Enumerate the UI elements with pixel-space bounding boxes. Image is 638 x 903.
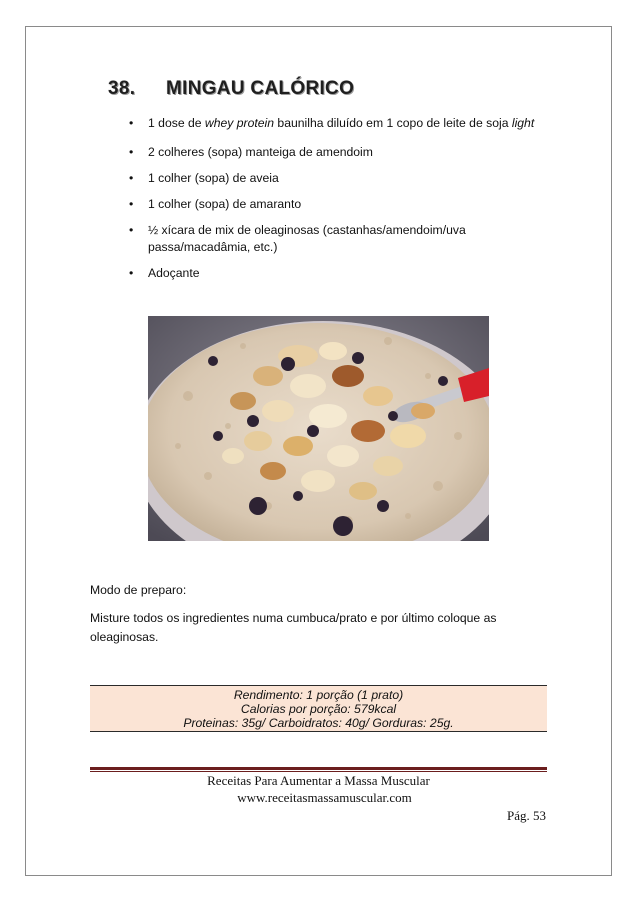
ingredient-text: 1 colher (sopa) de aveia bbox=[148, 171, 279, 185]
ingredient-item bbox=[126, 170, 536, 187]
bullet: • bbox=[129, 223, 134, 237]
recipe-number: 38. bbox=[108, 78, 136, 99]
recipe-photo bbox=[148, 316, 489, 541]
ingredient-text: 1 colher (sopa) de amaranto bbox=[148, 197, 302, 211]
bullet: • bbox=[129, 197, 134, 211]
ingredient-emphasis: light bbox=[511, 116, 535, 130]
ingredient-item bbox=[126, 265, 536, 282]
page-number: Pág. 53 bbox=[507, 808, 546, 823]
footer-title: Receitas Para Aumentar a Massa Muscular bbox=[207, 773, 430, 788]
porridge-bowl-illustration bbox=[148, 316, 489, 541]
bullet: • bbox=[129, 116, 134, 130]
calories-line: Calorias por porção: 579kcal bbox=[240, 702, 397, 716]
yield-box bbox=[90, 685, 547, 732]
ingredient-text: ½ xícara de mix de oleaginosas (castanhas/amendoim/uva passa/macadâmia, etc.) bbox=[148, 223, 466, 254]
ingredient-text-part: 1 dose de bbox=[148, 116, 205, 130]
preparation-text: Misture todos os ingredientes numa cumbuca/prato e por último coloque as oleaginosas. bbox=[90, 611, 497, 644]
ingredient-item bbox=[126, 196, 536, 213]
bullet: • bbox=[129, 266, 134, 280]
preparation-heading: Modo de preparo: bbox=[90, 583, 187, 597]
ingredient-emphasis: whey protein bbox=[204, 116, 275, 130]
ingredient-text: Adoçante bbox=[148, 266, 200, 280]
ingredient-text: 2 colheres (sopa) manteiga de amendoim bbox=[148, 145, 373, 159]
ingredient-item bbox=[126, 115, 536, 132]
macros-line: Proteinas: 35g/ Carboidratos: 40g/ Gorduras: 25g. bbox=[183, 716, 454, 730]
recipe-title bbox=[108, 78, 354, 100]
bullet: • bbox=[129, 171, 134, 185]
bullet: • bbox=[129, 145, 134, 159]
footer-url: www.receitasmassamuscular.com bbox=[237, 790, 412, 805]
ingredient-item bbox=[126, 222, 536, 256]
recipe-title-text: MINGAU CALÓRICO bbox=[166, 78, 355, 99]
page-footer bbox=[90, 772, 547, 806]
footer-rule bbox=[90, 767, 547, 770]
ingredient-item bbox=[126, 144, 536, 161]
ingredient-list bbox=[126, 115, 536, 291]
yield-line: Rendimento: 1 porção (1 prato) bbox=[233, 688, 404, 702]
ingredient-text-part: baunilha diluído em 1 copo de leite de soja bbox=[274, 116, 512, 130]
